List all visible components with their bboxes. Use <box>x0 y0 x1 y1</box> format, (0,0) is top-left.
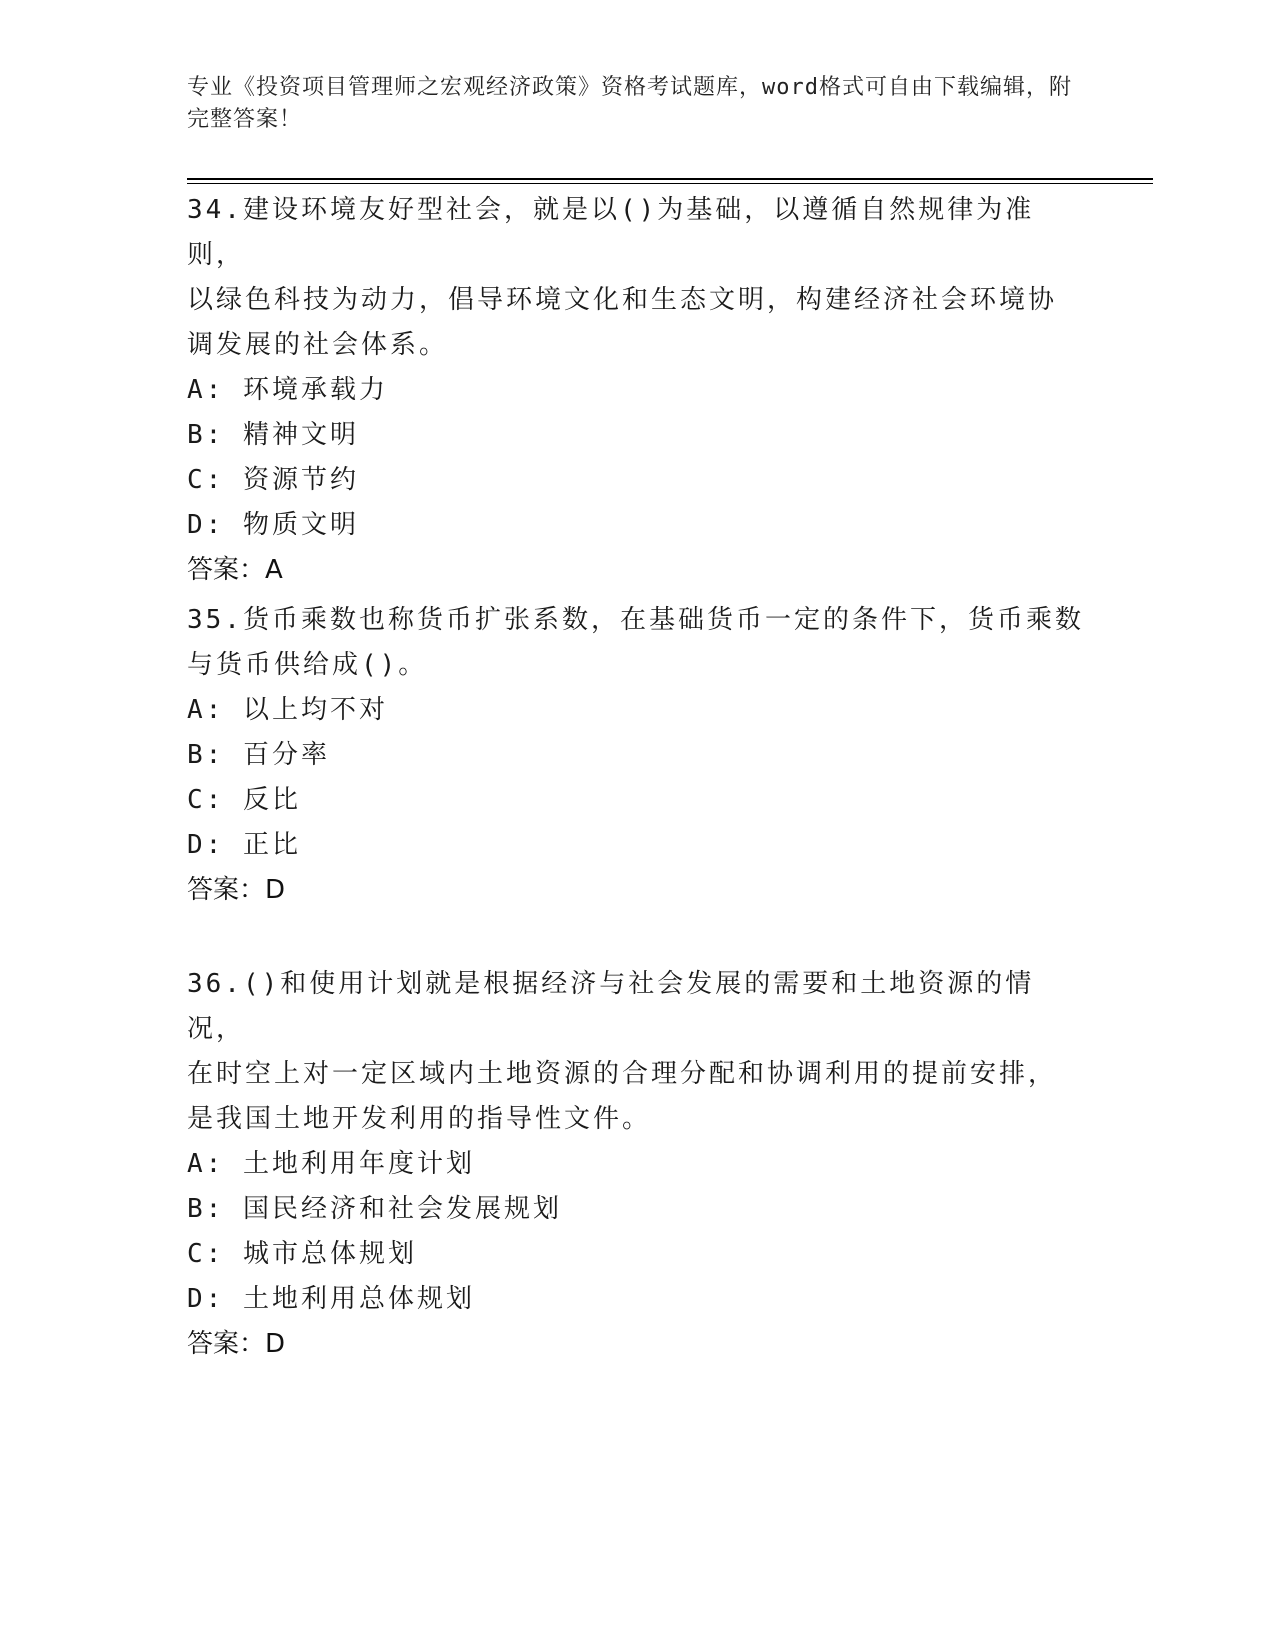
question-36 <box>187 962 1087 1367</box>
option-b: B: 国民经济和社会发展规划 <box>187 1194 562 1224</box>
option-c: C: 资源节约 <box>187 465 359 495</box>
question-stem-line: 调发展的社会体系。 <box>187 330 449 360</box>
option-a: A: 环境承载力 <box>187 375 388 405</box>
option-d: D: 正比 <box>187 830 301 860</box>
answer: 答案：A <box>187 555 283 585</box>
answer: 答案：D <box>187 1329 286 1359</box>
header-divider <box>187 178 1153 184</box>
option-d: D: 土地利用总体规划 <box>187 1284 475 1314</box>
option-c: C: 城市总体规划 <box>187 1239 417 1269</box>
question-stem-line: 与货币供给成()。 <box>187 650 428 680</box>
question-stem-line: 35.货币乘数也称货币扩张系数，在基础货币一定的条件下，货币乘数 <box>187 605 1084 635</box>
question-stem-line: 是我国土地开发利用的指导性文件。 <box>187 1104 652 1134</box>
option-c: C: 反比 <box>187 785 301 815</box>
question-stem-line: 以绿色科技为动力，倡导环境文化和生态文明，构建经济社会环境协 <box>187 285 1058 315</box>
question-34 <box>187 188 1087 593</box>
question-stem-line: 34.建设环境友好型社会，就是以()为基础，以遵循自然规律为准则， <box>187 195 1035 270</box>
question-35 <box>187 598 1087 913</box>
option-b: B: 百分率 <box>187 740 330 770</box>
document-header: 专业《投资项目管理师之宏观经济政策》资格考试题库，word格式可自由下载编辑，附完整答案！ <box>187 75 1072 132</box>
question-stem-line: 在时空上对一定区域内土地资源的合理分配和协调利用的提前安排， <box>187 1059 1058 1089</box>
question-stem-line: 36.()和使用计划就是根据经济与社会发展的需要和土地资源的情况， <box>187 969 1035 1044</box>
option-a: A: 土地利用年度计划 <box>187 1149 475 1179</box>
option-b: B: 精神文明 <box>187 420 359 450</box>
option-d: D: 物质文明 <box>187 510 359 540</box>
answer: 答案：D <box>187 875 286 905</box>
option-a: A: 以上均不对 <box>187 695 388 725</box>
